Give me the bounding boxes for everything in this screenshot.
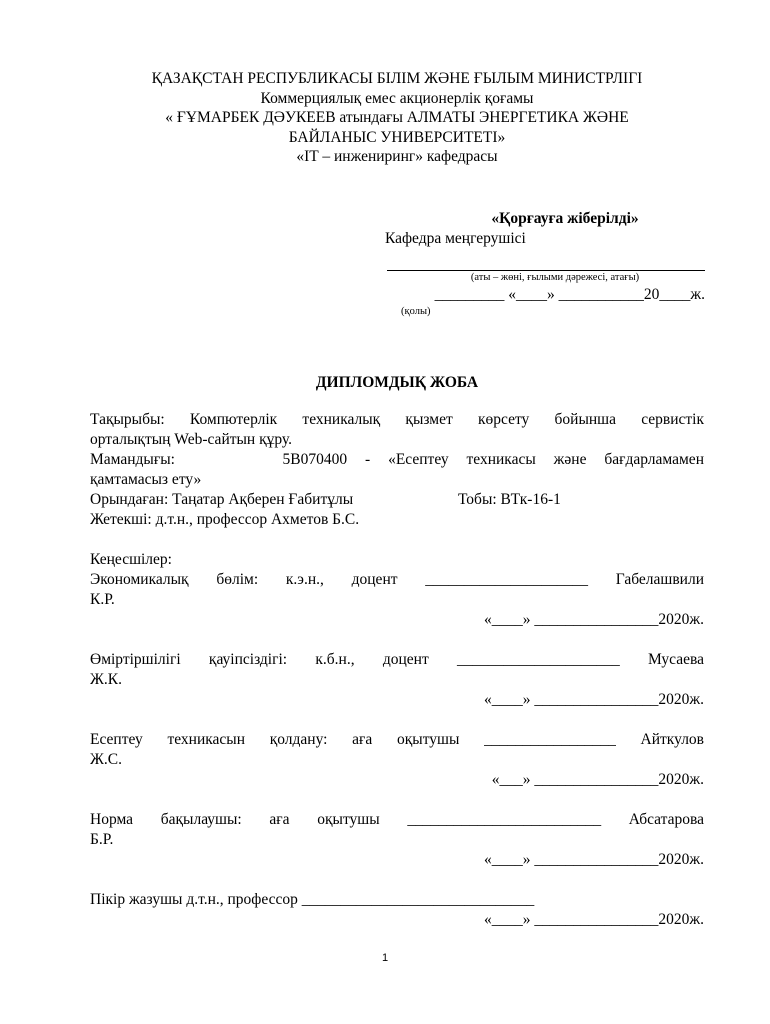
university-name-line1: « ҒҰМАРБЕК ДӘУКЕЕВ атындағы АЛМАТЫ ЭНЕРГЕТИКА ЖӘНЕ: [165, 109, 629, 126]
ministry-name: ҚАЗАҚСТАН РЕСПУБЛИКАСЫ БІЛІМ ЖӘНЕ ҒЫЛЫМ МИНИСТРЛІГІ: [151, 70, 643, 87]
document-header: [90, 69, 704, 167]
consultant-line2: Ж.С.: [90, 751, 122, 768]
student-group: Тобы: ВТк-16-1: [458, 491, 561, 508]
consultant-line2: Ж.К.: [90, 671, 122, 688]
university-name-line2: БАЙЛАНЫС УНИВЕРСИТЕТІ»: [288, 128, 506, 146]
department-name: «IT – инжениринг» кафедрасы: [296, 148, 498, 165]
consultant-line1: Экономикалық бөлім: к.э.н., доцент _____________________ Габелашвили: [90, 571, 704, 588]
approval-date-line: _________ «____» ___________20____ж.: [434, 286, 705, 303]
consultant-line1: Норма бақылаушы: аға оқытушы _________________________ Абсатарова: [90, 811, 704, 828]
supervisor: Жетекші: д.т.н., профессор Ахметов Б.С.: [90, 511, 360, 528]
signature-caption: (қолы): [401, 306, 431, 317]
consultant-life-safety: [90, 650, 704, 710]
consultant-date: «____» ________________2020ж.: [484, 691, 704, 708]
approval-title: «Қорғауға жіберілді»: [491, 210, 639, 227]
consultant-line2: К.Р.: [90, 591, 115, 608]
reviewer: [90, 890, 704, 930]
head-name-line: [387, 251, 705, 271]
consultant-norm-control: [90, 810, 704, 870]
author-row: [90, 490, 704, 510]
consultant-line2: Б.Р.: [90, 831, 114, 848]
consultant-date: «____» ________________2020ж.: [484, 851, 704, 868]
reviewer-line: Пікір жазушы д.т.н., профессор ______________________________: [90, 891, 535, 908]
document-body: [90, 410, 704, 930]
organization-type: Коммерциялық емес акционерлік қоғамы: [260, 89, 534, 107]
approval-block: [385, 209, 705, 319]
page-number: 1: [381, 952, 389, 964]
specialty-line1: Мамандығы: 5В070400 - «Есептеу техникасы және бағдарламамен: [90, 451, 704, 468]
topic-line1: Тақырыбы: Компютерлік техникалық қызмет көрсету бойынша сервистік: [90, 411, 704, 428]
department-head-label: Кафедра меңгерушісі: [385, 230, 526, 247]
specialty-line2: қамтамасыз ету»: [90, 471, 202, 488]
author: Орындаған: Таңатар Ақберен Ғабитұлы: [90, 491, 354, 508]
document-title: ДИПЛОМДЫҚ ЖОБА: [315, 374, 479, 391]
reviewer-date: «____» ________________2020ж.: [484, 911, 704, 928]
topic-line2: орталықтың Web-сайтын құру.: [90, 431, 292, 448]
consultant-economics: [90, 570, 704, 630]
consultants-label: Кеңесшілер:: [90, 551, 172, 568]
consultant-line1: Есептеу техникасын қолдану: аға оқытушы _________________ Айткулов: [90, 731, 704, 748]
consultant-computing: [90, 730, 704, 790]
head-name-caption: (аты – жөні, ғылыми дәрежесі, атағы): [470, 272, 640, 283]
consultant-line1: Өміртіршілігі қауіпсіздігі: к.б.н., доцент _____________________ Мусаева: [90, 651, 704, 668]
consultant-date: «____» ________________2020ж.: [484, 611, 704, 628]
consultant-date: «___» ________________2020ж.: [491, 771, 704, 788]
